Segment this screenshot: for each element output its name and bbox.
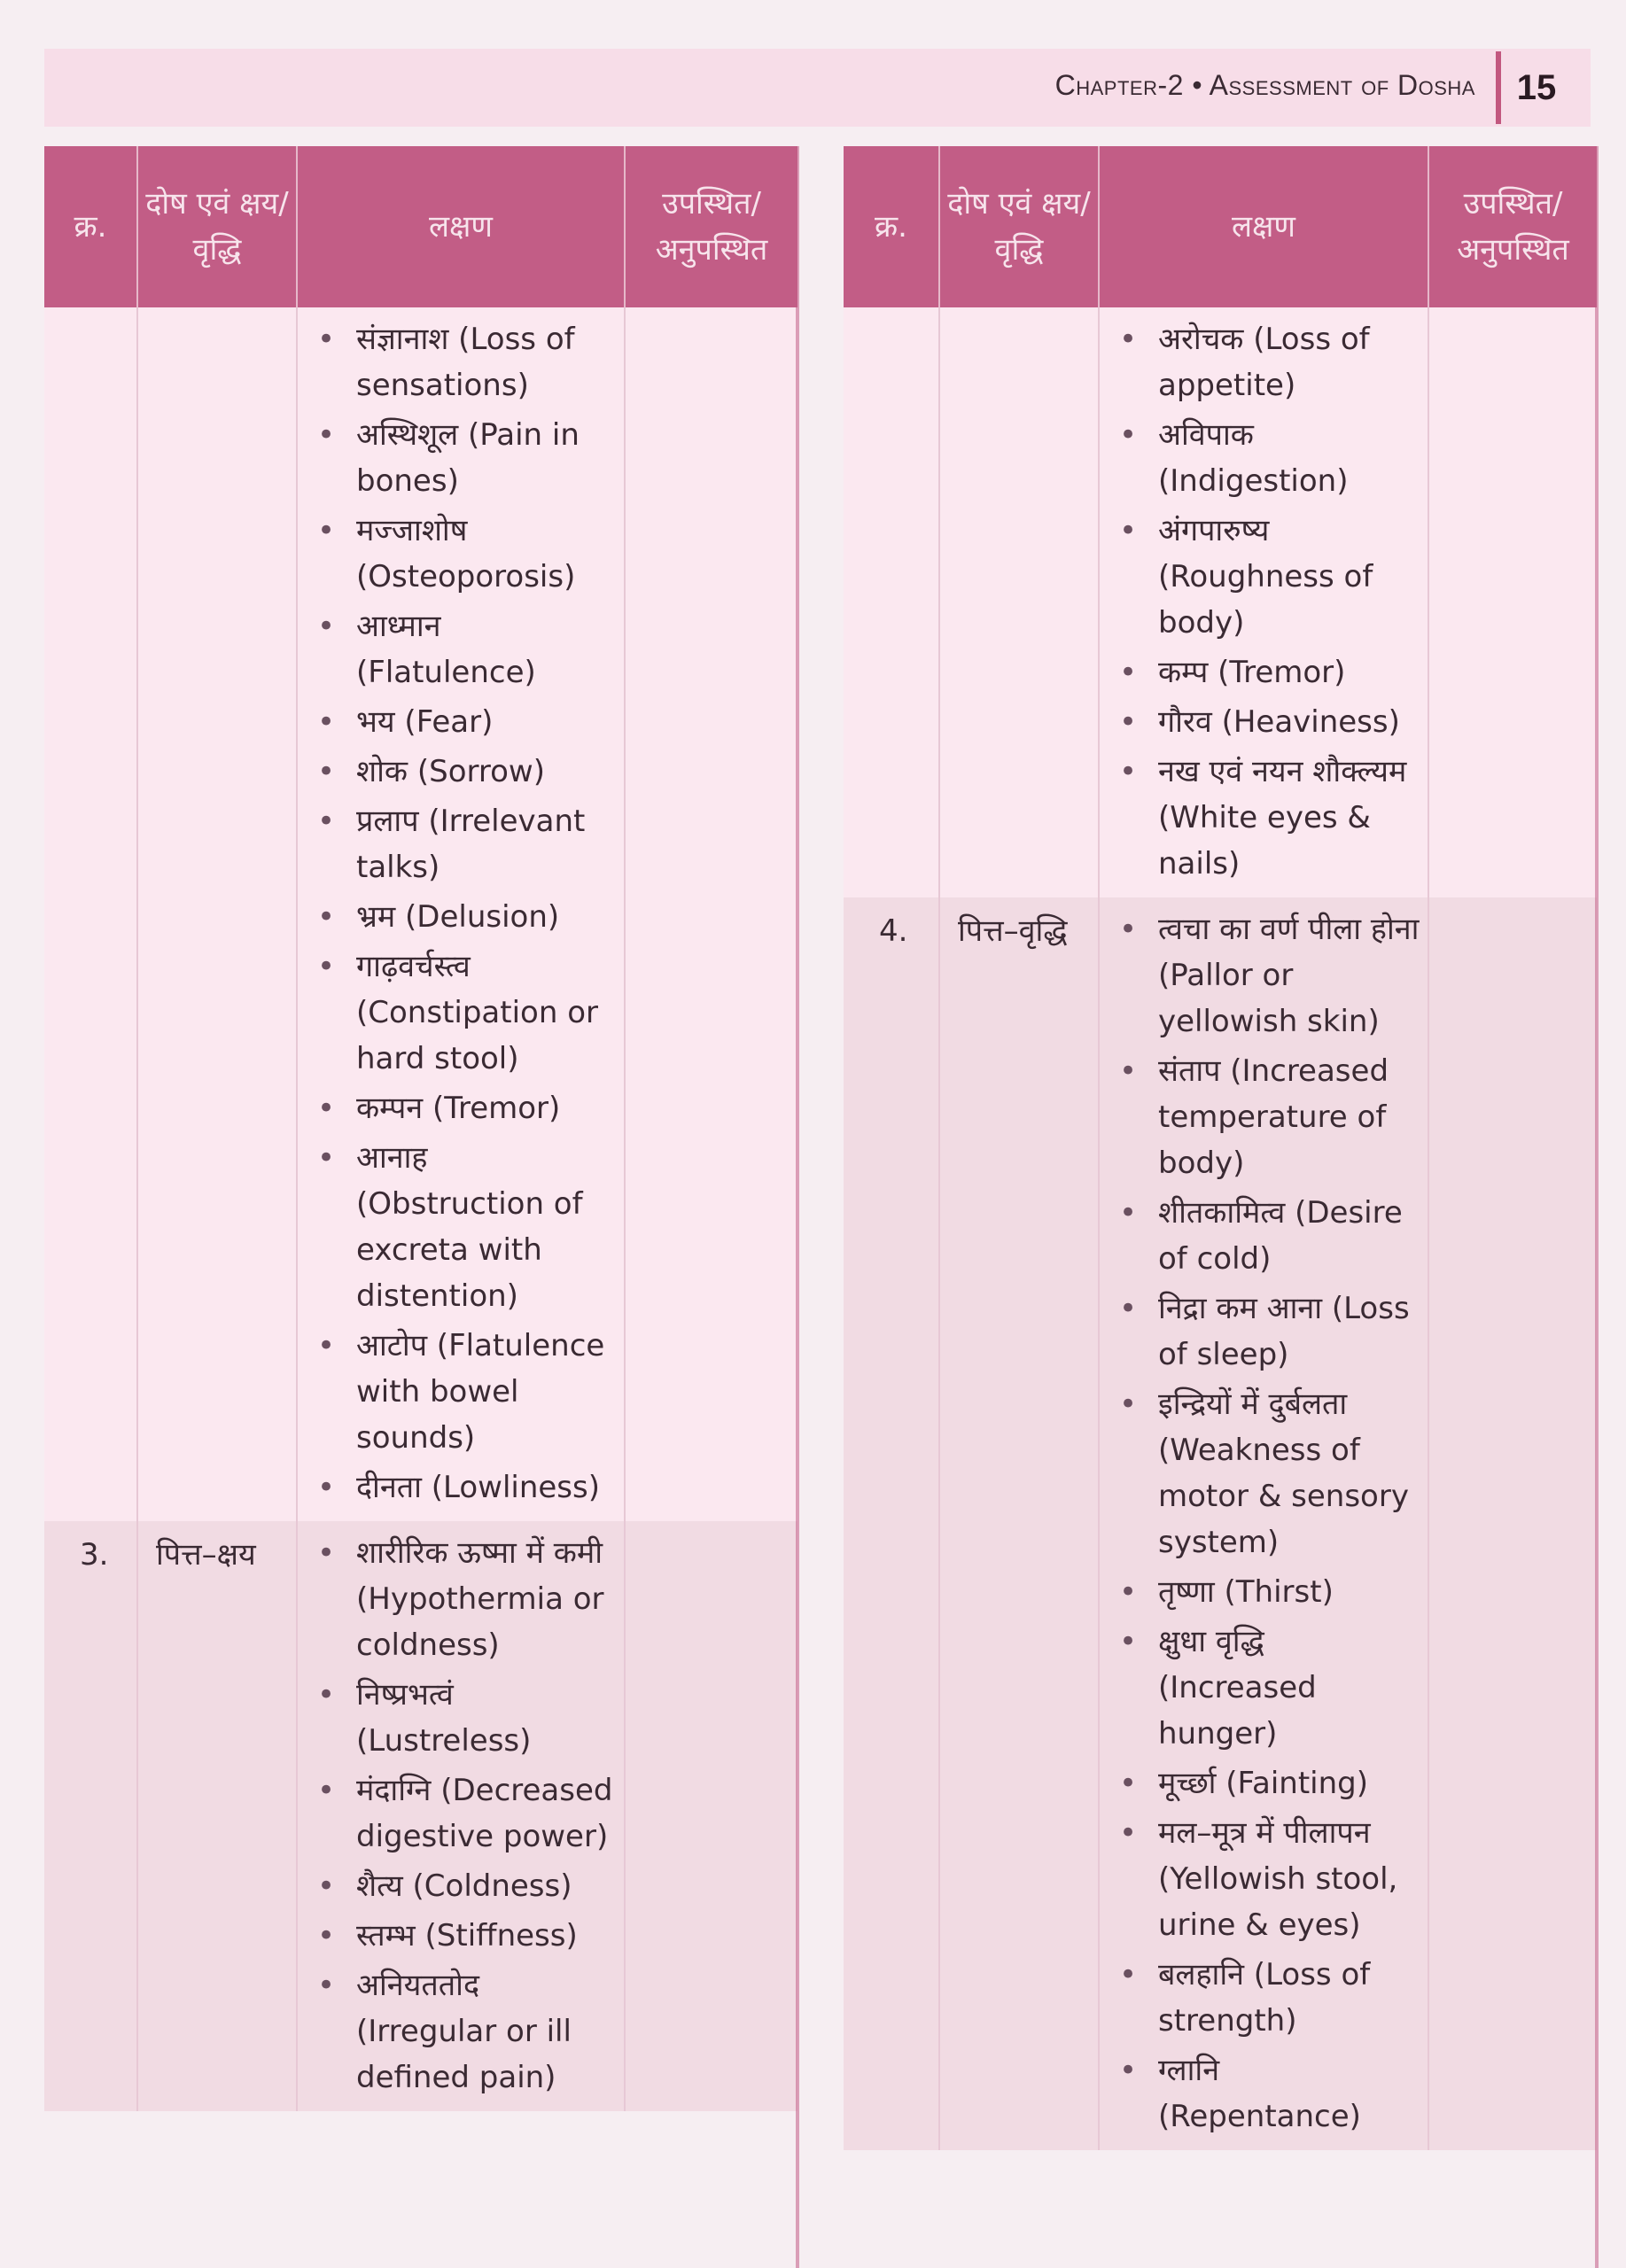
right-dosha-table xyxy=(844,146,1597,2150)
serial-cell xyxy=(44,307,137,1521)
symptom-item: • शारीरिक ऊष्मा में कमी (Hypothermia or coldness) xyxy=(307,1530,617,1668)
table-row xyxy=(844,307,1597,897)
symptom-item: • गौरव (Heaviness) xyxy=(1109,699,1420,745)
column-header-symptoms: लक्षण xyxy=(1099,146,1428,307)
symptom-item: • इन्द्रियों में दुर्बलता (Weakness of motor & sensory system) xyxy=(1109,1381,1420,1565)
symptom-item: • स्तम्भ (Stiffness) xyxy=(307,1913,617,1959)
symptom-item: • आनाह (Obstruction of excreta with distention) xyxy=(307,1135,617,1319)
symptom-item: • शीतकामित्व (Desire of cold) xyxy=(1109,1190,1420,1282)
table-row xyxy=(44,307,797,1521)
symptom-item: • मल–मूत्र में पीलापन (Yellowish stool, urine & eyes) xyxy=(1109,1810,1420,1948)
symptom-item: • ग्लानि (Repentance) xyxy=(1109,2047,1420,2140)
symptom-item: • अनियततोद (Irregular or ill defined pain) xyxy=(307,1962,617,2101)
symptom-item: • गाढ़वर्चस्त्व (Constipation or hard stool) xyxy=(307,944,617,1082)
status-cell xyxy=(1428,897,1597,2150)
column-header-symptoms: लक्षण xyxy=(297,146,625,307)
symptom-item: • भय (Fear) xyxy=(307,699,617,745)
symptom-item: • अविपाक (Indigestion) xyxy=(1109,412,1420,504)
dosha-cell xyxy=(137,307,297,1521)
symptom-item: • मज्जाशोष (Osteoporosis) xyxy=(307,508,617,600)
symptom-item: • त्वचा का वर्ण पीला होना (Pallor or yellowish skin) xyxy=(1109,906,1420,1045)
symptom-item: • शैत्य (Coldness) xyxy=(307,1863,617,1909)
symptom-item: • अरोचक (Loss of appetite) xyxy=(1109,316,1420,408)
right-table-header-row xyxy=(844,146,1597,307)
column-header-status: उपस्थित/ अनुपस्थित xyxy=(1428,146,1597,307)
symptom-list xyxy=(298,1521,624,2111)
symptom-item: • शोक (Sorrow) xyxy=(307,749,617,795)
symptom-item: • तृष्णा (Thirst) xyxy=(1109,1569,1420,1615)
symptoms-cell xyxy=(1099,307,1428,897)
symptom-item: • भ्रम (Delusion) xyxy=(307,894,617,940)
serial-cell: 4. xyxy=(844,897,939,2150)
symptom-item: • आटोप (Flatulence with bowel sounds) xyxy=(307,1323,617,1461)
serial-cell: 3. xyxy=(44,1521,137,2111)
column-header-dosha: दोष एवं क्षय/ वृद्धि xyxy=(137,146,297,307)
symptom-item: • अस्थिशूल (Pain in bones) xyxy=(307,412,617,504)
table-row-pitta-vriddhi xyxy=(844,897,1597,2150)
serial-cell xyxy=(844,307,939,897)
symptom-item: • नख एवं नयन शौक्ल्यम (White eyes & nails) xyxy=(1109,749,1420,887)
symptom-item: • संताप (Increased temperature of body) xyxy=(1109,1048,1420,1186)
symptom-item: • निद्रा कम आना (Loss of sleep) xyxy=(1109,1285,1420,1378)
dosha-cell: पित्त–वृद्धि xyxy=(939,897,1099,2150)
status-cell xyxy=(625,307,797,1521)
table-row-pitta-kshaya xyxy=(44,1521,797,2111)
symptom-item: • संज्ञानाश (Loss of sensations) xyxy=(307,316,617,408)
symptom-item: • मंदाग्नि (Decreased digestive power) xyxy=(307,1767,617,1860)
symptom-item: • अंगपारुष्य (Roughness of body) xyxy=(1109,508,1420,646)
left-dosha-table xyxy=(44,146,797,2111)
symptom-item: • मूर्च्छा (Fainting) xyxy=(1109,1760,1420,1806)
symptom-list xyxy=(1100,897,1428,2150)
symptom-item: • कम्प (Tremor) xyxy=(1109,649,1420,695)
right-table-edge xyxy=(1595,146,1599,2268)
symptom-item: • कम्पन (Tremor) xyxy=(307,1085,617,1131)
column-header-serial: क्र. xyxy=(44,146,137,307)
dosha-cell xyxy=(939,307,1099,897)
symptom-item: • क्षुधा वृद्धि (Increased hunger) xyxy=(1109,1619,1420,1757)
symptom-list xyxy=(1100,307,1428,897)
status-cell xyxy=(625,1521,797,2111)
dosha-cell: पित्त–क्षय xyxy=(137,1521,297,2111)
symptoms-cell xyxy=(297,1521,625,2111)
status-cell xyxy=(1428,307,1597,897)
symptom-list xyxy=(298,307,624,1521)
page-number: 15 xyxy=(1496,51,1572,124)
symptoms-cell xyxy=(1099,897,1428,2150)
column-header-dosha: दोष एवं क्षय/ वृद्धि xyxy=(939,146,1099,307)
symptom-item: • दीनता (Lowliness) xyxy=(307,1464,617,1511)
column-header-status: उपस्थित/ अनुपस्थित xyxy=(625,146,797,307)
symptom-item: • आध्मान (Flatulence) xyxy=(307,603,617,695)
column-header-serial: क्र. xyxy=(844,146,939,307)
symptom-item: • बलहानि (Loss of strength) xyxy=(1109,1952,1420,2044)
symptoms-cell xyxy=(297,307,625,1521)
running-head: Chapter-2 • Assessment of Dosha xyxy=(1054,69,1475,101)
left-table-edge xyxy=(796,146,799,2268)
symptom-item: • प्रलाप (Irrelevant talks) xyxy=(307,798,617,890)
left-table-header-row xyxy=(44,146,797,307)
symptom-item: • निष्प्रभत्वं (Lustreless) xyxy=(307,1672,617,1764)
